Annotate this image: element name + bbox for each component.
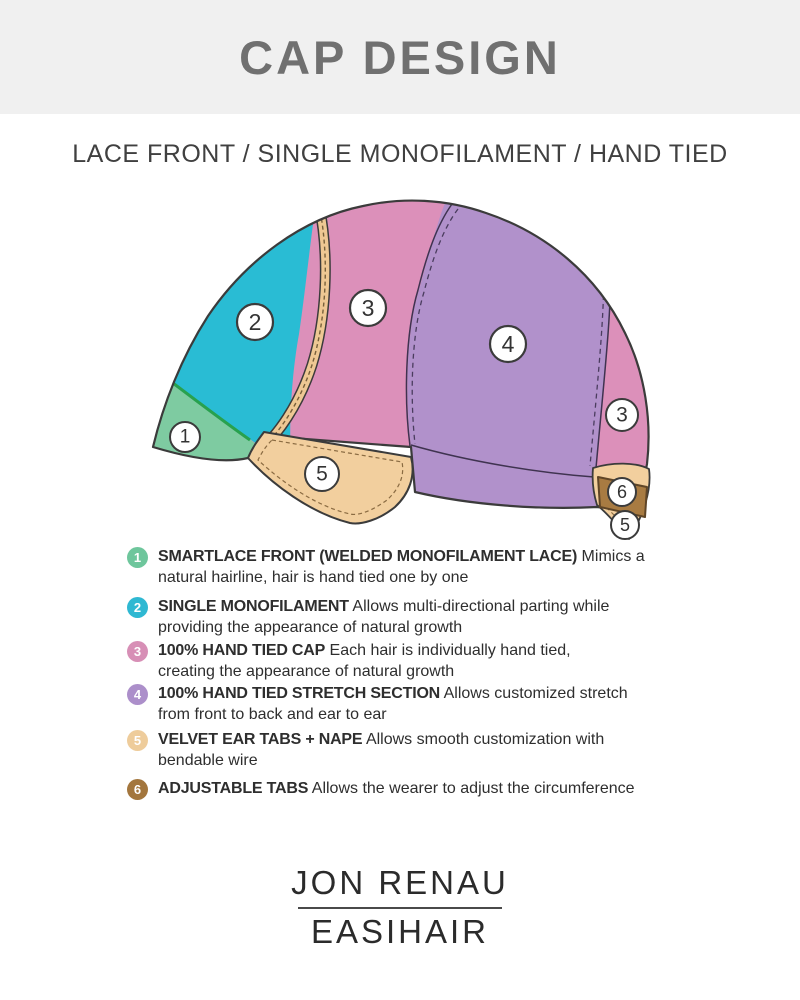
marker-2: 2: [248, 309, 262, 335]
legend-item-text: 100% HAND TIED CAP Each hair is individually hand tied, creating the appearance of natural growth: [158, 642, 571, 680]
brand-name: JON RENAU: [291, 864, 509, 901]
marker-4: 4: [501, 331, 515, 357]
legend-number-badge: 3: [127, 641, 148, 662]
marker-5-ear: 5: [316, 462, 328, 486]
legend-item-text: SMARTLACE FRONT (WELDED MONOFILAMENT LACE) Mimics a natural hairline, hair is hand tied one by one: [158, 548, 645, 586]
legend-item-6: [127, 778, 683, 799]
legend-item-text: 100% HAND TIED STRETCH SECTION Allows customized stretch from front to back and ear to ear: [158, 685, 628, 723]
logo-divider: [298, 907, 502, 909]
marker-1: 1: [179, 426, 191, 448]
legend-number-badge: 1: [127, 547, 148, 568]
legend-item-text: SINGLE MONOFILAMENT Allows multi-directional parting while providing the appearance of natural growth: [158, 598, 610, 636]
header-band: [0, 0, 800, 114]
legend-number-badge: 6: [127, 779, 148, 800]
legend-item-5: [127, 729, 683, 771]
legend-item-text: ADJUSTABLE TABS Allows the wearer to adjust the circumference: [158, 780, 635, 797]
marker-6: 6: [616, 482, 628, 502]
brand-line: EASIHAIR: [310, 913, 490, 950]
legend-number-badge: 2: [127, 597, 148, 618]
cap-type-subtitle: LACE FRONT / SINGLE MONOFILAMENT / HAND TIED: [72, 140, 728, 168]
marker-3-top: 3: [361, 295, 375, 321]
legend-item-4: [127, 683, 683, 725]
cap-diagram: [120, 195, 680, 555]
legend-item-text: VELVET EAR TABS + NAPE Allows smooth customization with bendable wire: [158, 731, 605, 769]
legend-item-2: [127, 596, 683, 638]
brand-logo: [0, 864, 800, 951]
legend-item-3: [127, 640, 683, 682]
legend-number-badge: 5: [127, 730, 148, 751]
legend-number-badge: 4: [127, 684, 148, 705]
marker-5-nape: 5: [619, 515, 631, 535]
page-title: CAP DESIGN: [239, 30, 561, 84]
marker-3-back: 3: [616, 403, 628, 427]
